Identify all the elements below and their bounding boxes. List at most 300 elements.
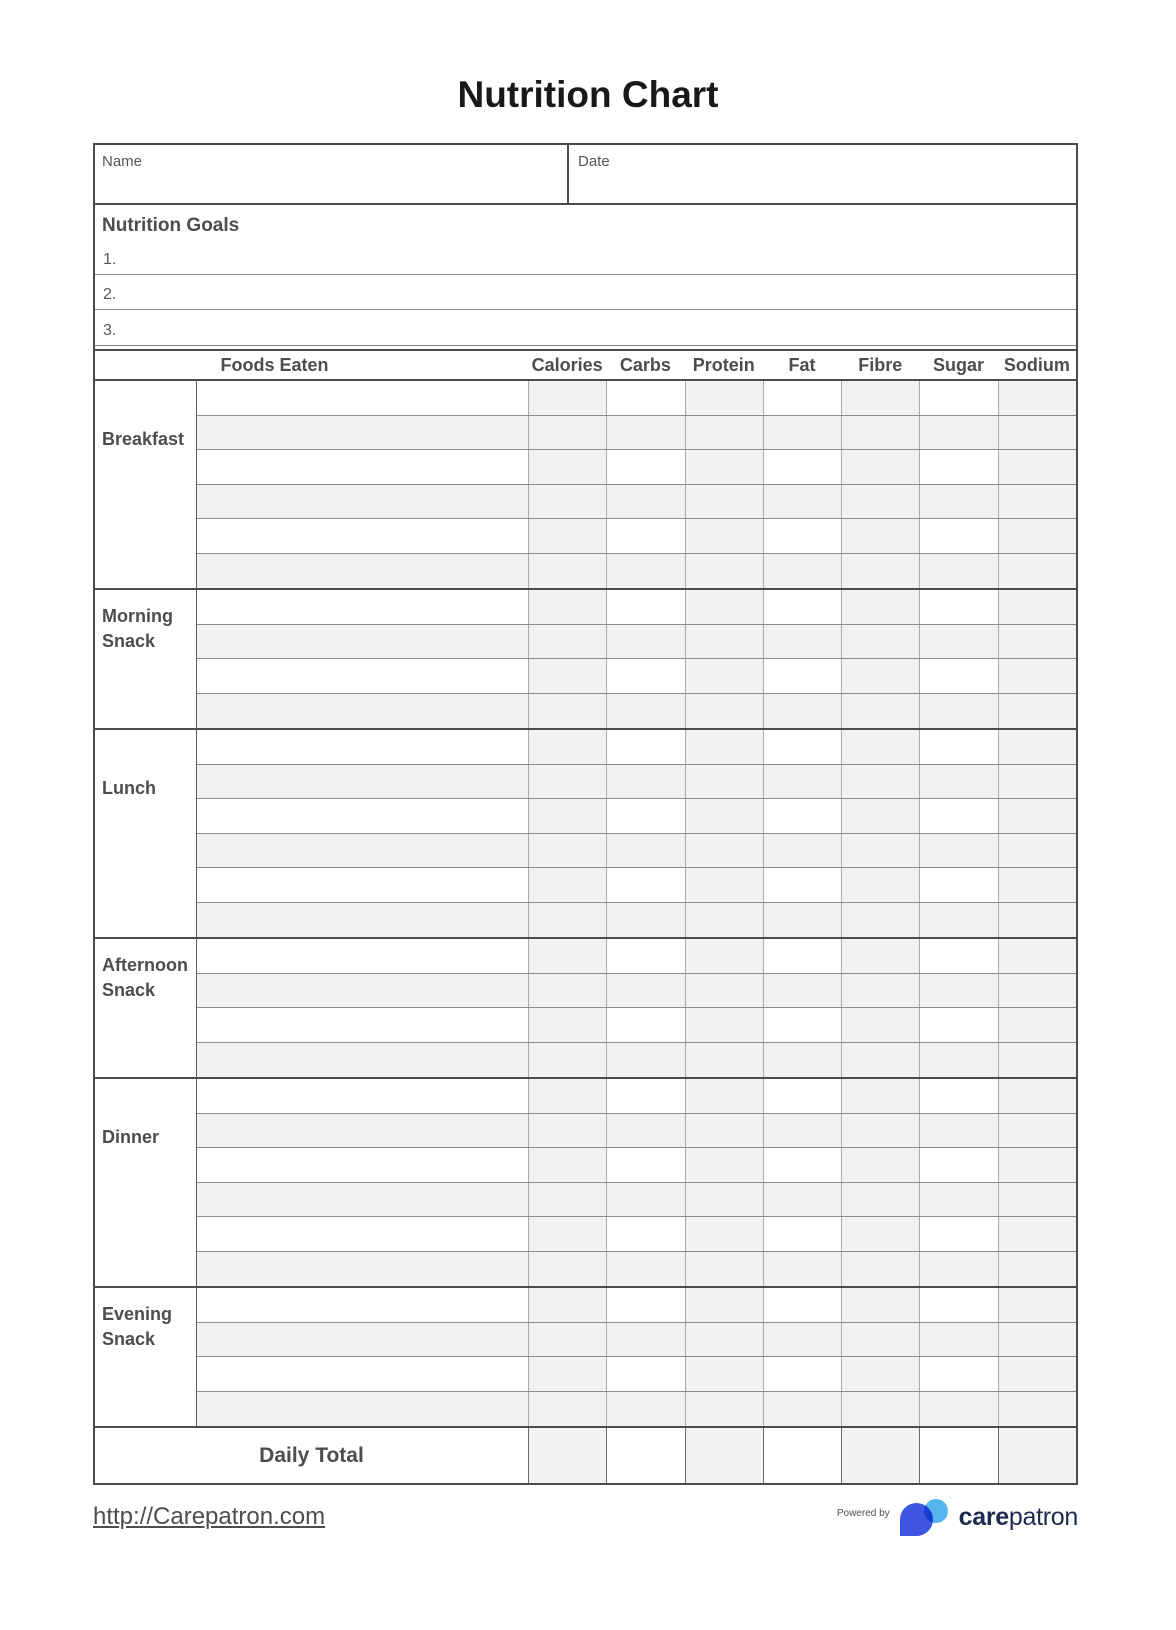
daily-total-calories-cell[interactable] [528,1428,606,1483]
food-entry-cell[interactable] [197,625,528,659]
table-row [197,554,1076,589]
calories-entry-cell[interactable] [528,799,606,833]
fibre-entry-cell[interactable] [841,450,919,484]
carbs-entry-cell[interactable] [606,903,684,938]
sodium-entry-cell[interactable] [998,1079,1076,1113]
fibre-entry-cell[interactable] [841,1079,919,1113]
food-entry-cell[interactable] [197,1079,528,1113]
protein-entry-cell[interactable] [685,519,763,553]
fat-entry-cell[interactable] [763,1008,841,1042]
fibre-entry-cell[interactable] [841,1392,919,1427]
sodium-entry-cell[interactable] [998,1043,1076,1078]
page-footer [93,1496,1078,1538]
sodium-entry-cell[interactable] [998,416,1076,450]
fat-entry-cell[interactable] [763,450,841,484]
carbs-entry-cell[interactable] [606,519,684,553]
sodium-entry-cell[interactable] [998,450,1076,484]
food-entry-cell[interactable] [197,1392,528,1427]
carbs-entry-cell[interactable] [606,416,684,450]
fat-entry-cell[interactable] [763,974,841,1008]
calories-entry-cell[interactable] [528,694,606,729]
table-row [197,1008,1076,1043]
carbs-entry-cell[interactable] [606,590,684,624]
sugar-entry-cell[interactable] [919,1323,997,1357]
protein-entry-cell[interactable] [685,834,763,868]
food-entry-cell[interactable] [197,659,528,693]
fat-entry-cell[interactable] [763,554,841,589]
sugar-entry-cell[interactable] [919,1183,997,1217]
table-row [197,903,1076,938]
food-entry-cell[interactable] [197,485,528,519]
sugar-entry-cell[interactable] [919,765,997,799]
sugar-entry-cell[interactable] [919,554,997,589]
food-entry-cell[interactable] [197,974,528,1008]
calories-entry-cell[interactable] [528,659,606,693]
sodium-entry-cell[interactable] [998,1008,1076,1042]
sodium-entry-cell[interactable] [998,1288,1076,1322]
fibre-entry-cell[interactable] [841,974,919,1008]
page-title: Nutrition Chart [457,74,719,115]
food-entry-cell[interactable] [197,1217,528,1251]
sodium-entry-cell[interactable] [998,903,1076,938]
meal-section-breakfast [95,381,1076,590]
food-entry-cell[interactable] [197,765,528,799]
sugar-entry-cell[interactable] [919,1217,997,1251]
table-row [197,1148,1076,1183]
fat-entry-cell[interactable] [763,765,841,799]
fat-entry-cell[interactable] [763,1252,841,1287]
protein-entry-cell[interactable] [685,625,763,659]
protein-entry-cell[interactable] [685,1079,763,1113]
fibre-entry-cell[interactable] [841,554,919,589]
carbs-entry-cell[interactable] [606,1114,684,1148]
daily-total-sodium-cell[interactable] [998,1428,1076,1483]
calories-entry-cell[interactable] [528,1392,606,1427]
table-row [197,1288,1076,1323]
fibre-entry-cell[interactable] [841,1114,919,1148]
section-rows-breakfast [197,381,1076,588]
sugar-entry-cell[interactable] [919,625,997,659]
carbs-entry-cell[interactable] [606,1043,684,1078]
food-entry-cell[interactable] [197,730,528,764]
food-entry-cell[interactable] [197,1252,528,1287]
food-entry-cell[interactable] [197,1288,528,1322]
sugar-entry-cell[interactable] [919,1079,997,1113]
sodium-entry-cell[interactable] [998,1148,1076,1182]
sodium-entry-cell[interactable] [998,765,1076,799]
food-entry-cell[interactable] [197,799,528,833]
fat-entry-cell[interactable] [763,834,841,868]
food-entry-cell[interactable] [197,554,528,589]
sodium-entry-cell[interactable] [998,1183,1076,1217]
sodium-entry-cell[interactable] [998,1323,1076,1357]
calories-entry-cell[interactable] [528,1217,606,1251]
goal-line-1[interactable] [95,239,1076,275]
sugar-entry-cell[interactable] [919,1114,997,1148]
sodium-entry-cell[interactable] [998,1252,1076,1287]
fibre-entry-cell[interactable] [841,659,919,693]
calories-entry-cell[interactable] [528,765,606,799]
daily-total-carbs-cell[interactable] [606,1428,684,1483]
carbs-entry-cell[interactable] [606,554,684,589]
food-entry-cell[interactable] [197,868,528,902]
food-entry-cell[interactable] [197,416,528,450]
fibre-entry-cell[interactable] [841,799,919,833]
protein-entry-cell[interactable] [685,974,763,1008]
table-row [197,694,1076,729]
sugar-entry-cell[interactable] [919,834,997,868]
calories-entry-cell[interactable] [528,939,606,973]
calories-entry-cell[interactable] [528,450,606,484]
meal-section-afternoon-snack [95,939,1076,1079]
fat-entry-cell[interactable] [763,1114,841,1148]
calories-entry-cell[interactable] [528,590,606,624]
section-label-evening-snack: Evening Snack [95,1288,197,1426]
sodium-entry-cell[interactable] [998,554,1076,589]
fibre-entry-cell[interactable] [841,485,919,519]
fibre-entry-cell[interactable] [841,519,919,553]
column-header-protein: Protein [692,354,755,375]
fibre-entry-cell[interactable] [841,868,919,902]
carbs-entry-cell[interactable] [606,485,684,519]
calories-entry-cell[interactable] [528,974,606,1008]
fibre-entry-cell[interactable] [841,1323,919,1357]
calories-entry-cell[interactable] [528,1252,606,1287]
food-entry-cell[interactable] [197,1043,528,1078]
calories-entry-cell[interactable] [528,381,606,415]
fat-entry-cell[interactable] [763,659,841,693]
fibre-entry-cell[interactable] [841,1252,919,1287]
food-entry-cell[interactable] [197,1357,528,1391]
nutrition-goals-section [95,205,1076,351]
meal-section-dinner [95,1079,1076,1288]
meal-section-morning-snack [95,590,1076,730]
calories-entry-cell[interactable] [528,903,606,938]
table-row [197,1183,1076,1218]
sodium-entry-cell[interactable] [998,868,1076,902]
fibre-entry-cell[interactable] [841,416,919,450]
protein-entry-cell[interactable] [685,939,763,973]
food-entry-cell[interactable] [197,1323,528,1357]
table-row [197,625,1076,660]
carepatron-brand [837,1499,1078,1536]
fat-entry-cell[interactable] [763,1288,841,1322]
calories-entry-cell[interactable] [528,1183,606,1217]
sodium-entry-cell[interactable] [998,659,1076,693]
carbs-entry-cell[interactable] [606,1217,684,1251]
calories-entry-cell[interactable] [528,1043,606,1078]
sugar-entry-cell[interactable] [919,485,997,519]
protein-entry-cell[interactable] [685,659,763,693]
carbs-entry-cell[interactable] [606,868,684,902]
fat-entry-cell[interactable] [763,1079,841,1113]
goal-number-2: 2. [103,286,117,304]
calories-entry-cell[interactable] [528,834,606,868]
section-label-lunch: Lunch [95,730,197,937]
goal-number-1: 1. [103,250,117,268]
protein-entry-cell[interactable] [685,799,763,833]
sugar-entry-cell[interactable] [919,903,997,938]
food-entry-cell[interactable] [197,903,528,938]
table-row [197,659,1076,694]
food-entry-cell[interactable] [197,939,528,973]
sugar-entry-cell[interactable] [919,974,997,1008]
fat-entry-cell[interactable] [763,625,841,659]
food-entry-cell[interactable] [197,694,528,729]
carbs-entry-cell[interactable] [606,1008,684,1042]
fat-entry-cell[interactable] [763,1148,841,1182]
goal-number-3: 3. [103,322,117,340]
protein-entry-cell[interactable] [685,450,763,484]
table-row [197,590,1076,625]
sodium-entry-cell[interactable] [998,625,1076,659]
fat-entry-cell[interactable] [763,519,841,553]
section-rows-dinner [197,1079,1076,1286]
sugar-entry-cell[interactable] [919,590,997,624]
sugar-entry-cell[interactable] [919,659,997,693]
protein-entry-cell[interactable] [685,1114,763,1148]
fibre-entry-cell[interactable] [841,694,919,729]
food-entry-cell[interactable] [197,450,528,484]
nutrition-goals-title: Nutrition Goals [102,215,240,236]
carbs-entry-cell[interactable] [606,1183,684,1217]
protein-entry-cell[interactable] [685,1288,763,1322]
fat-entry-cell[interactable] [763,1217,841,1251]
calories-entry-cell[interactable] [528,1114,606,1148]
sodium-entry-cell[interactable] [998,519,1076,553]
table-row [197,450,1076,485]
carbs-entry-cell[interactable] [606,659,684,693]
fibre-entry-cell[interactable] [841,939,919,973]
fat-entry-cell[interactable] [763,939,841,973]
carbs-entry-cell[interactable] [606,1392,684,1427]
sugar-entry-cell[interactable] [919,519,997,553]
sugar-entry-cell[interactable] [919,868,997,902]
fat-entry-cell[interactable] [763,1043,841,1078]
sodium-entry-cell[interactable] [998,694,1076,729]
carbs-entry-cell[interactable] [606,1148,684,1182]
protein-entry-cell[interactable] [685,1043,763,1078]
fat-entry-cell[interactable] [763,1323,841,1357]
sodium-entry-cell[interactable] [998,1392,1076,1427]
carbs-entry-cell[interactable] [606,1357,684,1391]
carbs-entry-cell[interactable] [606,1252,684,1287]
fibre-entry-cell[interactable] [841,1357,919,1391]
sodium-entry-cell[interactable] [998,974,1076,1008]
column-header-fibre: Fibre [858,354,903,375]
fibre-entry-cell[interactable] [841,1008,919,1042]
carbs-entry-cell[interactable] [606,381,684,415]
table-row [197,1392,1076,1427]
date-field[interactable] [569,145,1076,203]
protein-entry-cell[interactable] [685,1392,763,1427]
fibre-entry-cell[interactable] [841,834,919,868]
sugar-entry-cell[interactable] [919,416,997,450]
daily-total-fibre-cell[interactable] [841,1428,919,1483]
food-entry-cell[interactable] [197,834,528,868]
protein-entry-cell[interactable] [685,1217,763,1251]
sugar-entry-cell[interactable] [919,450,997,484]
food-entry-cell[interactable] [197,1114,528,1148]
section-label-morning-snack: Morning Snack [95,590,197,728]
protein-entry-cell[interactable] [685,694,763,729]
fat-entry-cell[interactable] [763,1392,841,1427]
calories-entry-cell[interactable] [528,554,606,589]
fibre-entry-cell[interactable] [841,590,919,624]
protein-entry-cell[interactable] [685,730,763,764]
sugar-entry-cell[interactable] [919,939,997,973]
carbs-entry-cell[interactable] [606,625,684,659]
sugar-entry-cell[interactable] [919,1148,997,1182]
protein-entry-cell[interactable] [685,1323,763,1357]
protein-entry-cell[interactable] [685,416,763,450]
fibre-entry-cell[interactable] [841,625,919,659]
food-entry-cell[interactable] [197,1148,528,1182]
carbs-entry-cell[interactable] [606,834,684,868]
sodium-entry-cell[interactable] [998,485,1076,519]
fat-entry-cell[interactable] [763,1357,841,1391]
protein-entry-cell[interactable] [685,765,763,799]
fibre-entry-cell[interactable] [841,765,919,799]
table-row [197,868,1076,903]
nutrition-chart-form [93,143,1078,1485]
sugar-entry-cell[interactable] [919,1357,997,1391]
calories-entry-cell[interactable] [528,1357,606,1391]
table-row [197,1357,1076,1392]
carepatron-logo-icon [900,1499,949,1536]
section-rows-afternoon-snack [197,939,1076,1077]
protein-entry-cell[interactable] [685,554,763,589]
goal-line-2[interactable] [95,275,1076,311]
food-entry-cell[interactable] [197,1183,528,1217]
table-row [197,799,1076,834]
column-header-sodium: Sodium [1003,354,1070,375]
table-row [197,381,1076,416]
sodium-entry-cell[interactable] [998,1357,1076,1391]
sugar-entry-cell[interactable] [919,730,997,764]
calories-entry-cell[interactable] [528,1148,606,1182]
fibre-entry-cell[interactable] [841,1148,919,1182]
carbs-entry-cell[interactable] [606,974,684,1008]
name-date-row [95,145,1076,205]
sugar-entry-cell[interactable] [919,1043,997,1078]
sodium-entry-cell[interactable] [998,939,1076,973]
protein-entry-cell[interactable] [685,1357,763,1391]
carbs-entry-cell[interactable] [606,450,684,484]
sodium-entry-cell[interactable] [998,834,1076,868]
carbs-entry-cell[interactable] [606,939,684,973]
fibre-entry-cell[interactable] [841,730,919,764]
protein-entry-cell[interactable] [685,381,763,415]
sodium-entry-cell[interactable] [998,1217,1076,1251]
calories-entry-cell[interactable] [528,1079,606,1113]
carbs-entry-cell[interactable] [606,1288,684,1322]
sodium-entry-cell[interactable] [998,730,1076,764]
fat-entry-cell[interactable] [763,590,841,624]
sodium-entry-cell[interactable] [998,1114,1076,1148]
fibre-entry-cell[interactable] [841,1043,919,1078]
sodium-entry-cell[interactable] [998,381,1076,415]
protein-entry-cell[interactable] [685,590,763,624]
sugar-entry-cell[interactable] [919,381,997,415]
carbs-entry-cell[interactable] [606,1323,684,1357]
fat-entry-cell[interactable] [763,730,841,764]
fibre-entry-cell[interactable] [841,381,919,415]
section-rows-evening-snack [197,1288,1076,1426]
meal-section-lunch [95,730,1076,939]
fibre-entry-cell[interactable] [841,1217,919,1251]
table-row [197,1217,1076,1252]
goal-line-3[interactable] [95,310,1076,346]
sugar-entry-cell[interactable] [919,1392,997,1427]
fat-entry-cell[interactable] [763,868,841,902]
food-entry-cell[interactable] [197,519,528,553]
protein-entry-cell[interactable] [685,485,763,519]
calories-entry-cell[interactable] [528,625,606,659]
calories-entry-cell[interactable] [528,1288,606,1322]
calories-entry-cell[interactable] [528,416,606,450]
section-label-afternoon-snack: Afternoon Snack [95,939,197,1077]
calories-entry-cell[interactable] [528,1008,606,1042]
fat-entry-cell[interactable] [763,416,841,450]
table-row [197,1252,1076,1287]
fat-entry-cell[interactable] [763,485,841,519]
fibre-entry-cell[interactable] [841,1183,919,1217]
fat-entry-cell[interactable] [763,799,841,833]
fat-entry-cell[interactable] [763,1183,841,1217]
carbs-entry-cell[interactable] [606,765,684,799]
protein-entry-cell[interactable] [685,903,763,938]
name-field[interactable] [95,145,569,203]
carepatron-link[interactable]: http://Carepatron.com [93,1503,326,1530]
daily-total-fat-cell[interactable] [763,1428,841,1483]
fat-entry-cell[interactable] [763,381,841,415]
protein-entry-cell[interactable] [685,1183,763,1217]
sodium-entry-cell[interactable] [998,799,1076,833]
food-entry-cell[interactable] [197,1008,528,1042]
calories-entry-cell[interactable] [528,1323,606,1357]
calories-entry-cell[interactable] [528,868,606,902]
food-entry-cell[interactable] [197,381,528,415]
protein-entry-cell[interactable] [685,868,763,902]
carbs-entry-cell[interactable] [606,1079,684,1113]
protein-entry-cell[interactable] [685,1252,763,1287]
carbs-entry-cell[interactable] [606,799,684,833]
calories-entry-cell[interactable] [528,519,606,553]
food-entry-cell[interactable] [197,590,528,624]
sugar-entry-cell[interactable] [919,1252,997,1287]
sugar-entry-cell[interactable] [919,1008,997,1042]
fibre-entry-cell[interactable] [841,1288,919,1322]
daily-total-sugar-cell[interactable] [919,1428,997,1483]
sugar-entry-cell[interactable] [919,1288,997,1322]
sugar-entry-cell[interactable] [919,694,997,729]
calories-entry-cell[interactable] [528,730,606,764]
carbs-entry-cell[interactable] [606,694,684,729]
sugar-entry-cell[interactable] [919,799,997,833]
sodium-entry-cell[interactable] [998,590,1076,624]
fat-entry-cell[interactable] [763,903,841,938]
carbs-entry-cell[interactable] [606,730,684,764]
daily-total-protein-cell[interactable] [685,1428,763,1483]
table-row [197,416,1076,451]
fat-entry-cell[interactable] [763,694,841,729]
protein-entry-cell[interactable] [685,1148,763,1182]
protein-entry-cell[interactable] [685,1008,763,1042]
fibre-entry-cell[interactable] [841,903,919,938]
table-row [197,939,1076,974]
calories-entry-cell[interactable] [528,485,606,519]
